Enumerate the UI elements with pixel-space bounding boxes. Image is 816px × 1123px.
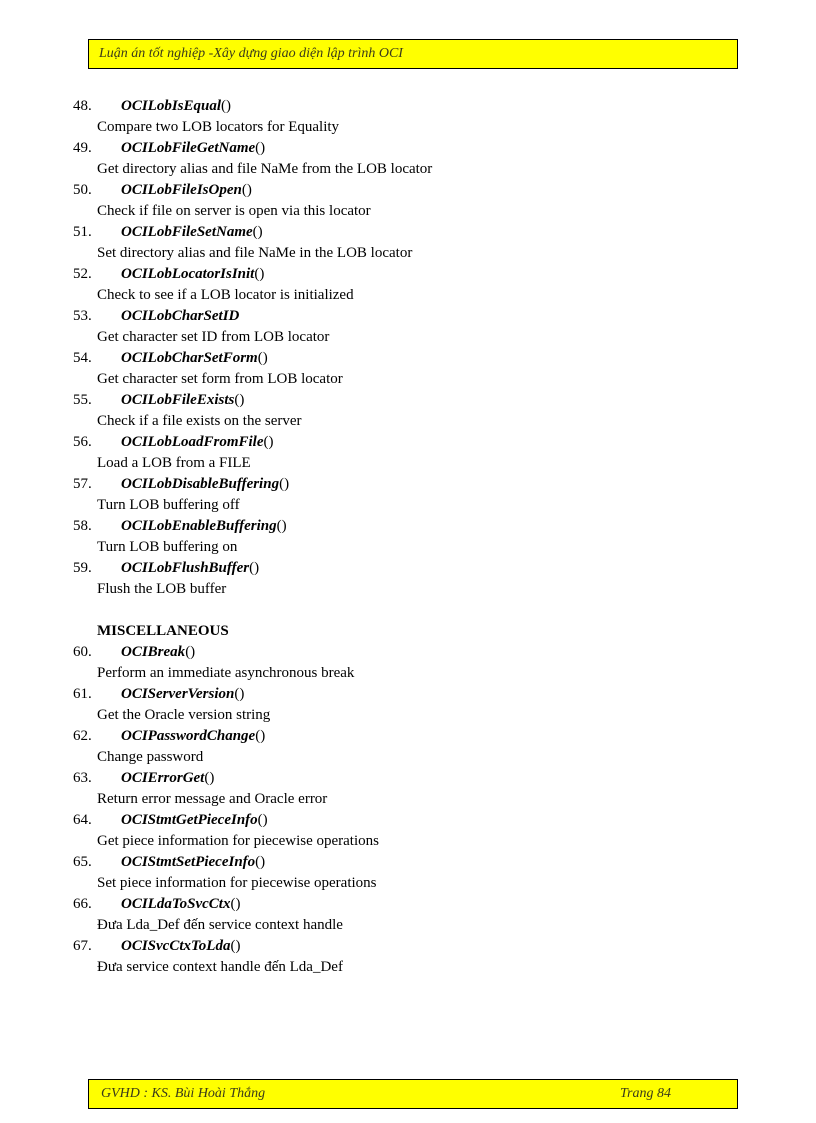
list-item: [73, 138, 733, 159]
section-spacer: [73, 600, 733, 621]
function-name: OCIStmtGetPieceInfo: [121, 812, 258, 828]
function-parens: (): [254, 266, 265, 282]
misc-functions-list: [73, 642, 733, 978]
page-footer: [88, 1079, 738, 1109]
function-name: OCILobCharSetID: [121, 308, 240, 324]
function-description: Check to see if a LOB locator is initialized: [97, 287, 354, 303]
function-parens: (): [252, 224, 263, 240]
function-parens: (): [234, 392, 245, 408]
function-name: OCIErrorGet: [121, 770, 205, 786]
item-number: 62.: [73, 728, 92, 744]
function-description: Set piece information for piecewise operations: [97, 875, 377, 891]
function-description: Get directory alias and file NaMe from the LOB locator: [97, 161, 433, 177]
list-item: [73, 852, 733, 873]
function-parens: (): [230, 938, 241, 954]
function-description: Flush the LOB buffer: [97, 581, 227, 597]
function-name: OCIBreak: [121, 644, 186, 660]
function-parens: (): [255, 854, 266, 870]
list-item: [73, 642, 733, 663]
function-name: OCILdaToSvcCtx: [121, 896, 231, 912]
function-description: Get piece information for piecewise operations: [97, 833, 379, 849]
function-description: Perform an immediate asynchronous break: [97, 665, 355, 681]
function-description: Get character set ID from LOB locator: [97, 329, 330, 345]
function-parens: (): [257, 812, 268, 828]
function-name: OCILobFileExists: [121, 392, 235, 408]
function-name: OCIPasswordChange: [121, 728, 256, 744]
function-name: OCILobCharSetForm: [121, 350, 258, 366]
item-number: 49.: [73, 140, 92, 156]
function-description: Change password: [97, 749, 204, 765]
function-parens: (): [221, 98, 232, 114]
item-number: 65.: [73, 854, 92, 870]
function-description: Đưa Lda_Def đến service context handle: [97, 917, 343, 933]
function-name: OCISvcCtxToLda: [121, 938, 231, 954]
list-item: [73, 684, 733, 705]
function-description: Đưa service context handle đến Lda_Def: [97, 959, 343, 975]
item-number: 54.: [73, 350, 92, 366]
function-parens: (): [263, 434, 274, 450]
list-item: [73, 306, 733, 327]
function-name: OCIStmtSetPieceInfo: [121, 854, 256, 870]
item-number: 53.: [73, 308, 92, 324]
header-title: Luận án tốt nghiệp -Xây dựng giao diện lập trình OCI: [99, 46, 403, 61]
item-number: 63.: [73, 770, 92, 786]
list-item: [73, 726, 733, 747]
item-number: 50.: [73, 182, 92, 198]
function-name: OCILobFileGetName: [121, 140, 256, 156]
list-item: [73, 222, 733, 243]
list-item: [73, 474, 733, 495]
item-number: 57.: [73, 476, 92, 492]
section-title: MISCELLANEOUS: [97, 623, 229, 639]
item-number: 64.: [73, 812, 92, 828]
list-item: [73, 432, 733, 453]
list-item: [73, 768, 733, 789]
item-number: 67.: [73, 938, 92, 954]
list-item: [73, 96, 733, 117]
function-name: OCIServerVersion: [121, 686, 235, 702]
function-description: Turn LOB buffering off: [97, 497, 240, 513]
function-description: Get character set form from LOB locator: [97, 371, 343, 387]
function-description: Compare two LOB locators for Equality: [97, 119, 340, 135]
function-parens: (): [255, 728, 266, 744]
list-item: [73, 936, 733, 957]
function-name: OCILobLoadFromFile: [121, 434, 264, 450]
item-number: 48.: [73, 98, 92, 114]
function-description: Get the Oracle version string: [97, 707, 271, 723]
item-number: 52.: [73, 266, 92, 282]
item-number: 66.: [73, 896, 92, 912]
function-name: OCILobFileIsOpen: [121, 182, 242, 198]
function-parens: (): [230, 896, 241, 912]
item-number: 60.: [73, 644, 92, 660]
function-name: OCILobFileSetName: [121, 224, 253, 240]
list-item: [73, 558, 733, 579]
page-number: Trang 84: [620, 1086, 671, 1101]
function-description: Set directory alias and file NaMe in the LOB locator: [97, 245, 413, 261]
function-name: OCILobFlushBuffer: [121, 560, 250, 576]
lob-functions-list: [73, 96, 733, 600]
function-parens: (): [185, 644, 196, 660]
function-parens: (): [204, 770, 215, 786]
item-number: 61.: [73, 686, 92, 702]
function-description: Turn LOB buffering on: [97, 539, 238, 555]
function-description: Load a LOB from a FILE: [97, 455, 251, 471]
list-item: [73, 894, 733, 915]
function-description: Return error message and Oracle error: [97, 791, 328, 807]
list-item: [73, 180, 733, 201]
function-name: OCILobLocatorIsInit: [121, 266, 255, 282]
function-parens: (): [255, 140, 266, 156]
list-item: [73, 348, 733, 369]
list-item: [73, 390, 733, 411]
function-parens: (): [279, 476, 290, 492]
item-number: 55.: [73, 392, 92, 408]
function-parens: (): [249, 560, 260, 576]
function-name: OCILobDisableBuffering: [121, 476, 280, 492]
footer-advisor: GVHD : KS. Bùi Hoài Thắng: [101, 1086, 266, 1101]
list-item: [73, 264, 733, 285]
function-parens: (): [241, 182, 252, 198]
function-description: Check if file on server is open via this locator: [97, 203, 371, 219]
function-name: OCILobEnableBuffering: [121, 518, 277, 534]
page-header: [88, 39, 738, 69]
function-parens: (): [257, 350, 268, 366]
item-number: 58.: [73, 518, 92, 534]
function-description: Check if a file exists on the server: [97, 413, 302, 429]
function-parens: (): [276, 518, 287, 534]
list-item: [73, 810, 733, 831]
item-number: 59.: [73, 560, 92, 576]
function-name: OCILobIsEqual: [121, 98, 222, 114]
function-list: [73, 96, 733, 978]
list-item: [73, 516, 733, 537]
item-number: 56.: [73, 434, 92, 450]
item-number: 51.: [73, 224, 92, 240]
function-parens: (): [234, 686, 245, 702]
